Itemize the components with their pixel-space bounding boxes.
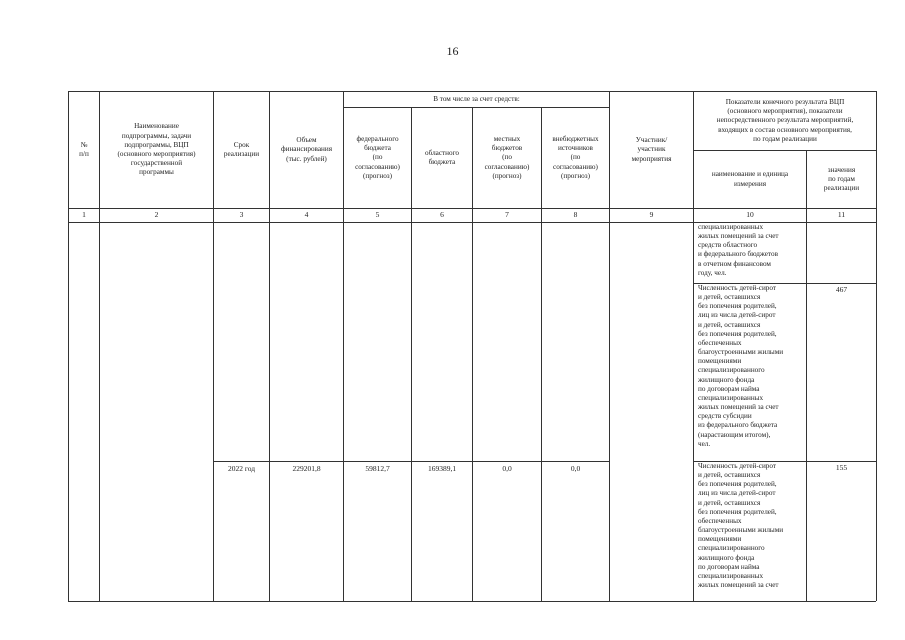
column-number: 4 xyxy=(304,210,309,219)
page-number: 16 xyxy=(446,44,459,58)
column-number: 6 xyxy=(440,210,444,219)
local-budget-cell: 0,0 xyxy=(502,464,512,473)
header-indicators-group: Показатели конечного результата ВЦП (основного мероприятия), показатели непосредственного результата мероприятий, входящих в состав основного мероприятия, по годам реализации xyxy=(716,97,854,143)
column-number: 11 xyxy=(837,210,846,219)
header-regional-budget: областного бюджета xyxy=(425,148,459,166)
column-number: 9 xyxy=(649,210,654,219)
year-cell: 2022 год xyxy=(227,464,256,473)
header-number: № п/п xyxy=(79,140,89,158)
header-period: Срок реализации xyxy=(223,140,260,158)
indicator-continuation-text: специализированных жилых помещений за счет средств областного и федерального бюджетов в отчетном финансовом году, чел. xyxy=(698,223,779,277)
header-financing-volume: Объем финансирования (тыс. рублей) xyxy=(280,136,333,163)
indicator-a-text: Численность детей-сирот и детей, оставшихся без попечения родителей, лиц из числа детей-сирот и детей, оставшихся без попечения родителей, обеспеченных благоустроенными жилыми помещениями специализированного жилищного фонда по договорам найма специализированных жилых помещений за счет средств субсидии из федерального бюджета (нарастающим итогом), чел. xyxy=(698,284,784,448)
column-number: 5 xyxy=(375,210,380,219)
column-number: 1 xyxy=(82,210,86,219)
header-extrabudgetary: внебюджетных источников (по согласованию) (прогноз) xyxy=(552,134,599,180)
column-number: 2 xyxy=(154,210,159,219)
column-number: 3 xyxy=(239,210,244,219)
header-participant: Участник/ участник мероприятия xyxy=(631,136,672,163)
total-financing-cell: 229201,8 xyxy=(292,464,321,473)
indicator-b-text: Численность детей-сирот и детей, оставшихся без попечения родителей, лиц из числа детей-сирот и детей, оставшихся без попечения родителей, обеспеченных благоустроенными жилыми помещениями специализированного жилищного фонда по договорам найма специализированных жилых помещений за счет xyxy=(698,462,784,590)
table-border-right xyxy=(876,91,877,601)
indicator-b-value: 155 xyxy=(835,463,848,472)
table-border-bottom xyxy=(68,601,876,602)
column-number: 10 xyxy=(746,210,754,219)
header-indicator-name: наименование и единица измерения xyxy=(711,170,789,188)
header-funds-group: В том числе за счет средств: xyxy=(433,94,520,103)
column-number: 7 xyxy=(505,210,509,219)
column-number: 8 xyxy=(573,210,578,219)
federal-budget-cell: 59812,7 xyxy=(365,464,390,473)
header-indicator-values: значения по годам реализации xyxy=(823,165,860,193)
header-local-budgets: местных бюджетов (по согласованию) (прогноз) xyxy=(484,134,530,180)
extrabudgetary-cell: 0,0 xyxy=(570,464,581,473)
indicator-a-value: 467 xyxy=(835,285,848,294)
regional-budget-cell: 169389,1 xyxy=(427,464,457,473)
header-subprogram-name: Наименование подпрограммы, задачи подпрограммы, ВЦП (основного мероприятия) государственной программы xyxy=(117,122,196,177)
header-federal-budget: федерального бюджета (по согласованию) (прогноз) xyxy=(355,134,400,180)
